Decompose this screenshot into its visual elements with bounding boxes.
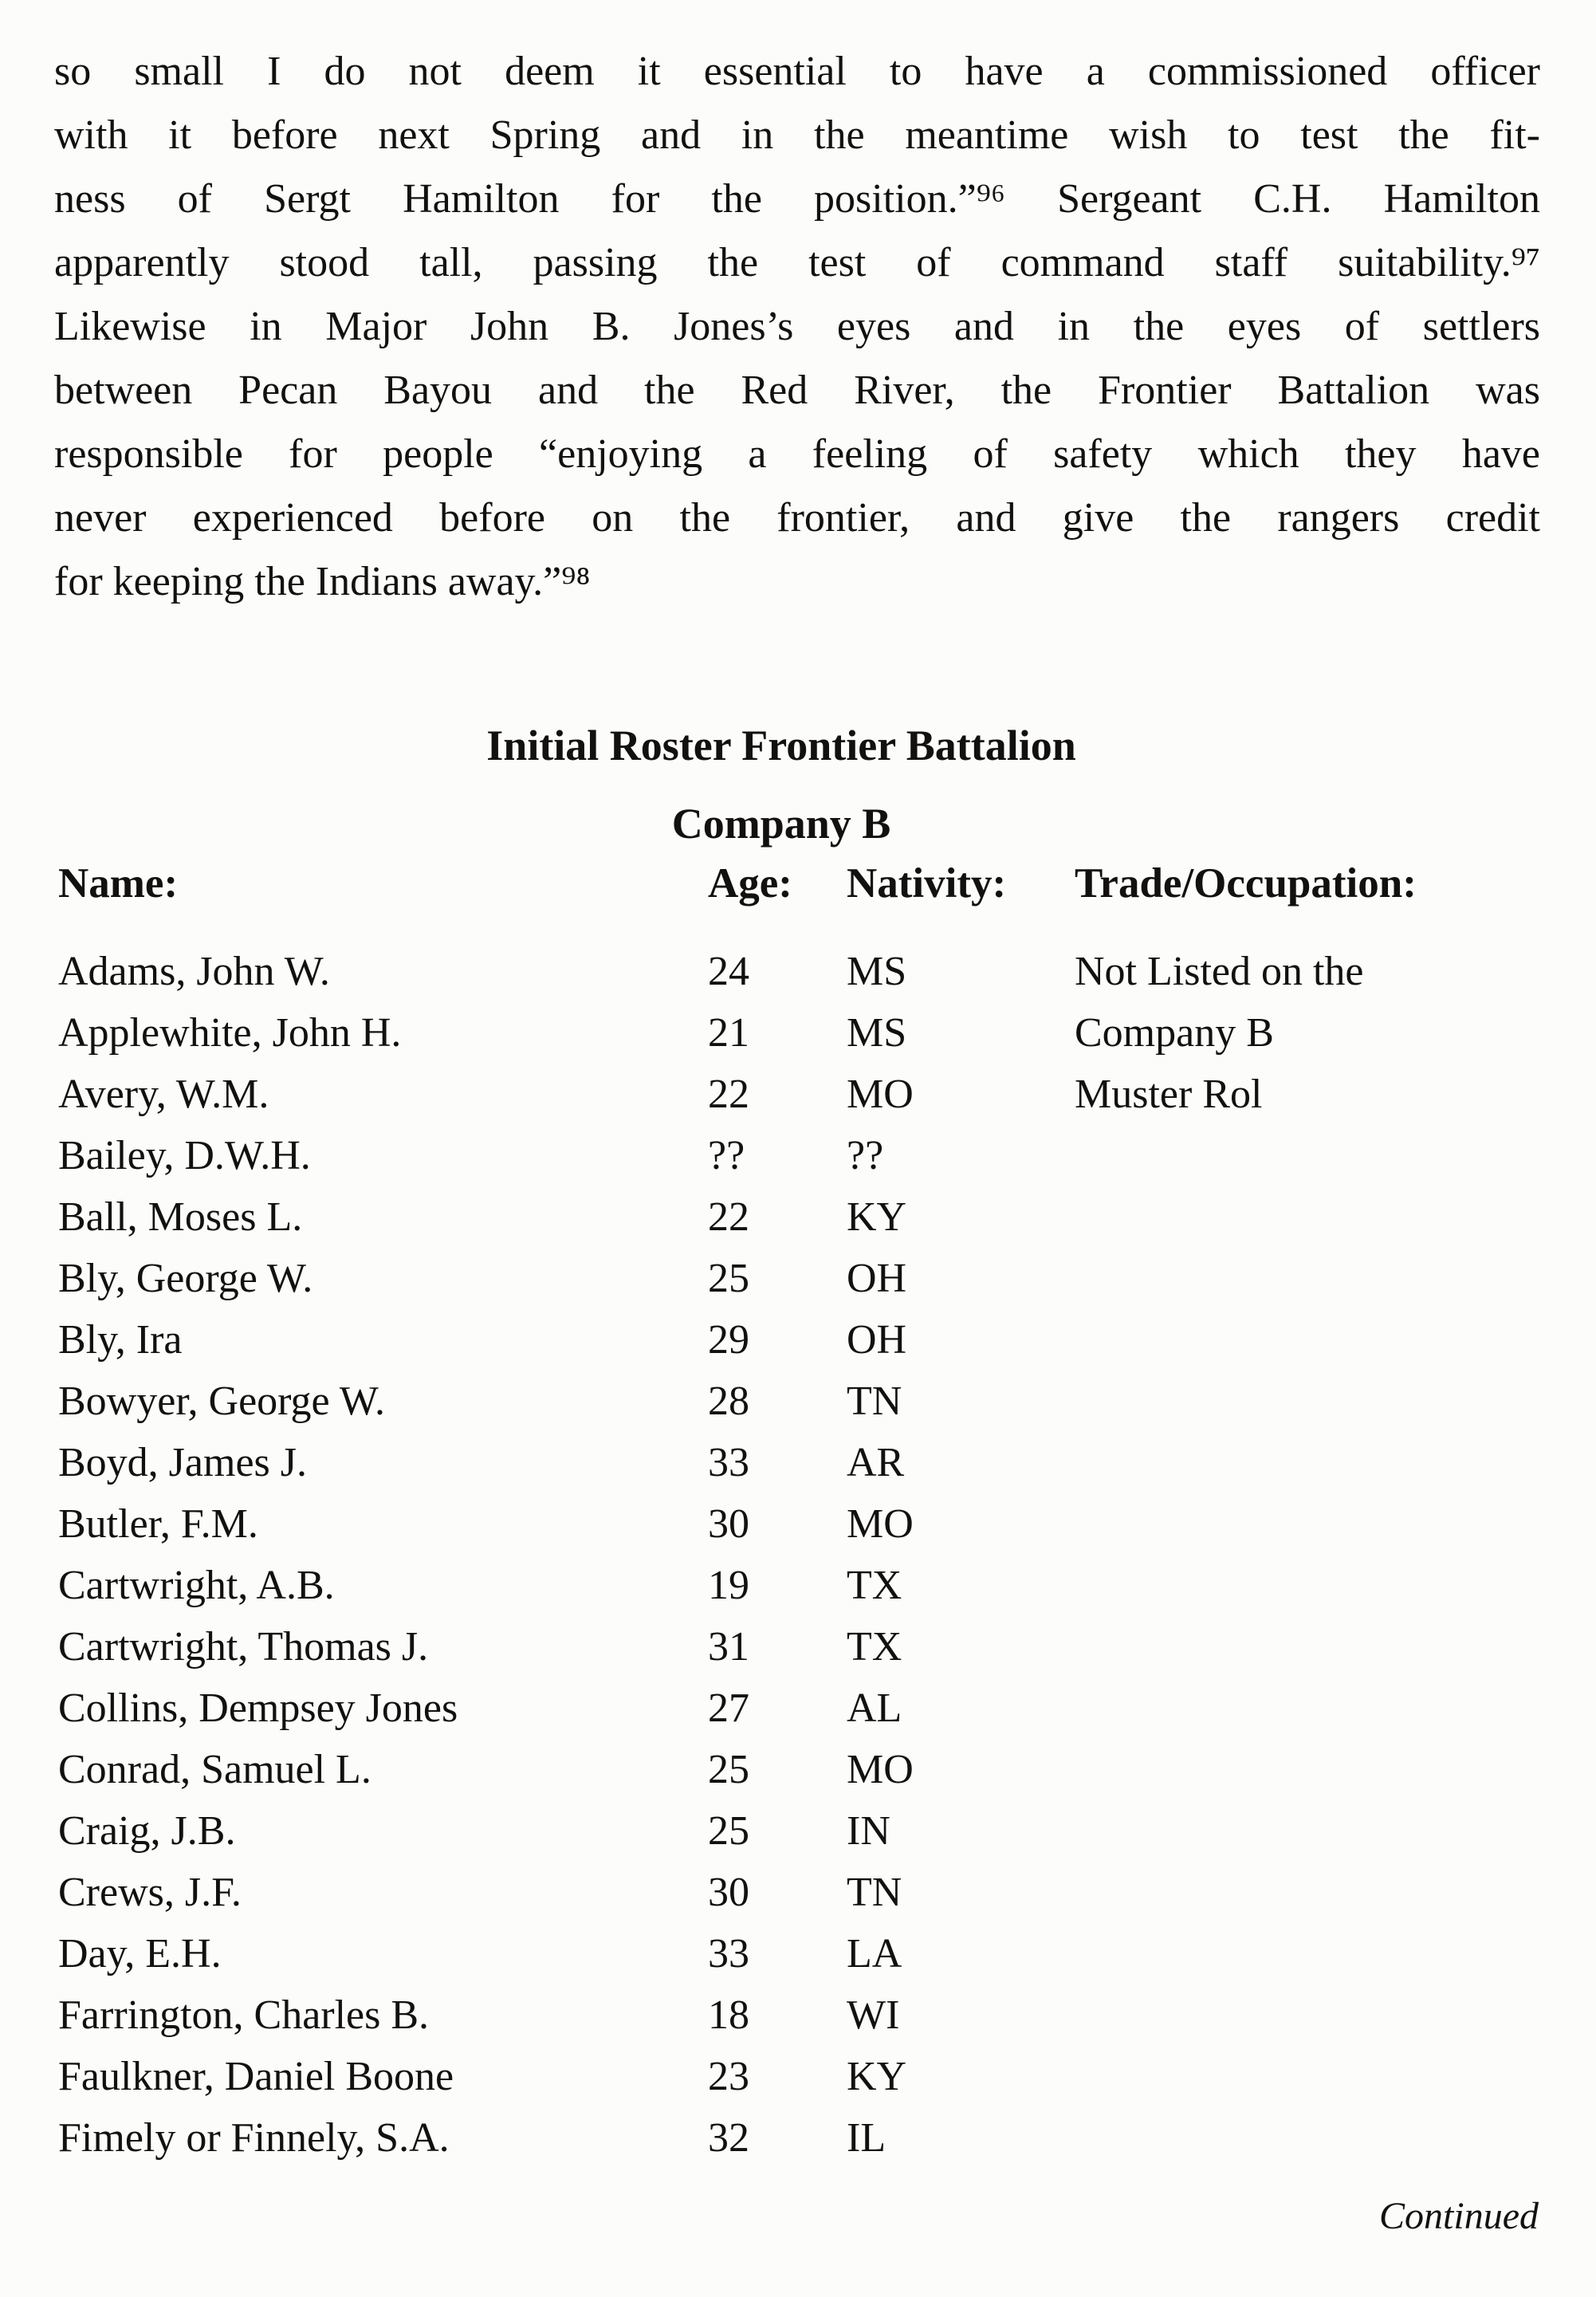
roster-title-line1: Initial Roster Frontier Battalion (486, 722, 1076, 769)
cell-name: Ball, Moses L. (58, 1194, 303, 1240)
column-header-trade: Trade/Occupation: (1075, 860, 1417, 907)
cell-nativity: TN (847, 1379, 902, 1424)
cell-name: Adams, John W. (58, 949, 330, 994)
cell-trade (1075, 1309, 1596, 1371)
cell-name: Crews, J.F. (58, 1870, 242, 1915)
cell-age: 25 (708, 1747, 749, 1792)
cell-age: 25 (708, 1808, 749, 1854)
cell-trade (1075, 1125, 1596, 1186)
table-row (0, 1125, 1596, 1186)
paragraph-line: apparently stood tall, passing the test of command staff suitability.⁹⁷ (54, 240, 1540, 285)
cell-name: Bly, George W. (58, 1256, 313, 1301)
column-header-age: Age: (708, 860, 792, 907)
cell-name: Avery, W.M. (58, 1072, 269, 1117)
cell-age: ?? (708, 1133, 745, 1178)
cell-nativity: AL (847, 1685, 902, 1731)
roster-rows (0, 941, 1596, 2169)
table-row (0, 1739, 1596, 1800)
cell-name: Bailey, D.W.H. (58, 1133, 311, 1178)
paragraph-line: for keeping the Indians away.”⁹⁸ (54, 559, 591, 604)
cell-name: Conrad, Samuel L. (58, 1747, 371, 1792)
table-row (0, 1800, 1596, 1862)
cell-nativity: OH (847, 1317, 907, 1363)
cell-trade (1075, 1371, 1596, 1432)
table-row (0, 2046, 1596, 2107)
cell-nativity: TX (847, 1624, 902, 1670)
table-row (0, 2107, 1596, 2169)
cell-name: Cartwright, A.B. (58, 1563, 335, 1608)
cell-name: Farrington, Charles B. (58, 1992, 430, 2038)
cell-name: Cartwright, Thomas J. (58, 1624, 429, 1670)
table-row (0, 1493, 1596, 1555)
cell-age: 24 (708, 949, 749, 994)
cell-nativity: IL (847, 2115, 886, 2161)
cell-nativity: OH (847, 1256, 907, 1301)
cell-trade (1075, 1555, 1596, 1616)
cell-name: Butler, F.M. (58, 1501, 258, 1547)
cell-name: Bly, Ira (58, 1317, 183, 1363)
cell-trade: Not Listed on the (1075, 949, 1364, 994)
cell-age: 22 (708, 1194, 749, 1240)
cell-age: 28 (708, 1379, 749, 1424)
cell-nativity: AR (847, 1440, 905, 1485)
table-row (0, 1002, 1596, 1064)
cell-nativity: TN (847, 1870, 902, 1915)
table-row (0, 1616, 1596, 1678)
cell-nativity: MO (847, 1072, 914, 1117)
paragraph-line: responsible for people “enjoying a feeling of safety which they have (54, 431, 1540, 477)
cell-nativity: MO (847, 1747, 914, 1792)
cell-nativity: MS (847, 1010, 907, 1056)
cell-nativity: IN (847, 1808, 890, 1854)
cell-age: 33 (708, 1931, 749, 1976)
cell-name: Craig, J.B. (58, 1808, 236, 1854)
roster-title-line2: Company B (671, 800, 891, 848)
cell-trade (1075, 1862, 1596, 1923)
cell-nativity: ?? (847, 1133, 884, 1178)
cell-age: 30 (708, 1501, 749, 1547)
cell-name: Bowyer, George W. (58, 1379, 386, 1424)
table-row (0, 1923, 1596, 1984)
cell-nativity: TX (847, 1563, 902, 1608)
cell-nativity: KY (847, 1194, 907, 1240)
cell-age: 27 (708, 1685, 749, 1731)
body-paragraph (54, 40, 1540, 614)
cell-name: Day, E.H. (58, 1931, 222, 1976)
cell-trade (1075, 1493, 1596, 1555)
table-row (0, 941, 1596, 1002)
column-header-name: Name: (58, 860, 179, 907)
roster-header-row (0, 859, 1596, 907)
paragraph-line: ness of Sergt Hamilton for the position.”⁹⁶ Sergeant C.H. Hamilton (54, 176, 1540, 222)
table-row (0, 1984, 1596, 2046)
cell-age: 30 (708, 1870, 749, 1915)
cell-nativity: WI (847, 1992, 900, 2038)
cell-trade: Muster Rol (1075, 1072, 1263, 1117)
cell-age: 23 (708, 2054, 749, 2099)
cell-age: 25 (708, 1256, 749, 1301)
cell-age: 32 (708, 2115, 749, 2161)
table-row (0, 1432, 1596, 1493)
cell-age: 18 (708, 1992, 749, 2038)
cell-name: Boyd, James J. (58, 1440, 307, 1485)
paragraph-line: with it before next Spring and in the meantime wish to test the fit- (54, 112, 1540, 158)
continued-label: Continued (1379, 2195, 1539, 2237)
cell-age: 19 (708, 1563, 749, 1608)
table-row (0, 1555, 1596, 1616)
paragraph-line: Likewise in Major John B. Jones’s eyes and in the eyes of settlers (54, 304, 1540, 349)
cell-trade (1075, 1800, 1596, 1862)
cell-trade (1075, 1739, 1596, 1800)
cell-age: 22 (708, 1072, 749, 1117)
cell-nativity: MS (847, 949, 907, 994)
cell-trade: Company B (1075, 1010, 1274, 1056)
cell-trade (1075, 1923, 1596, 1984)
paragraph-line: so small I do not deem it essential to have a commissioned officer (54, 49, 1540, 94)
table-row (0, 1064, 1596, 1125)
cell-trade (1075, 1678, 1596, 1739)
cell-trade (1075, 1432, 1596, 1493)
cell-nativity: LA (847, 1931, 902, 1976)
paragraph-line: between Pecan Bayou and the Red River, the Frontier Battalion was (54, 368, 1540, 413)
cell-trade (1075, 1616, 1596, 1678)
cell-age: 29 (708, 1317, 749, 1363)
cell-age: 31 (708, 1624, 749, 1670)
cell-trade (1075, 2046, 1596, 2107)
paragraph-line: never experienced before on the frontier, and give the rangers credit (54, 495, 1540, 541)
table-row (0, 1186, 1596, 1248)
table-row (0, 1371, 1596, 1432)
cell-age: 33 (708, 1440, 749, 1485)
cell-name: Applewhite, John H. (58, 1010, 402, 1056)
cell-name: Collins, Dempsey Jones (58, 1685, 458, 1731)
table-row (0, 1309, 1596, 1371)
table-row (0, 1678, 1596, 1739)
cell-nativity: KY (847, 2054, 907, 2099)
cell-trade (1075, 1186, 1596, 1248)
table-row (0, 1862, 1596, 1923)
cell-age: 21 (708, 1010, 749, 1056)
column-header-nativity: Nativity: (847, 860, 1007, 907)
table-row (0, 1248, 1596, 1309)
cell-trade (1075, 1248, 1596, 1309)
cell-trade (1075, 2107, 1596, 2169)
cell-nativity: MO (847, 1501, 914, 1547)
cell-trade (1075, 1984, 1596, 2046)
cell-name: Fimely or Finnely, S.A. (58, 2115, 450, 2161)
cell-name: Faulkner, Daniel Boone (58, 2054, 454, 2099)
